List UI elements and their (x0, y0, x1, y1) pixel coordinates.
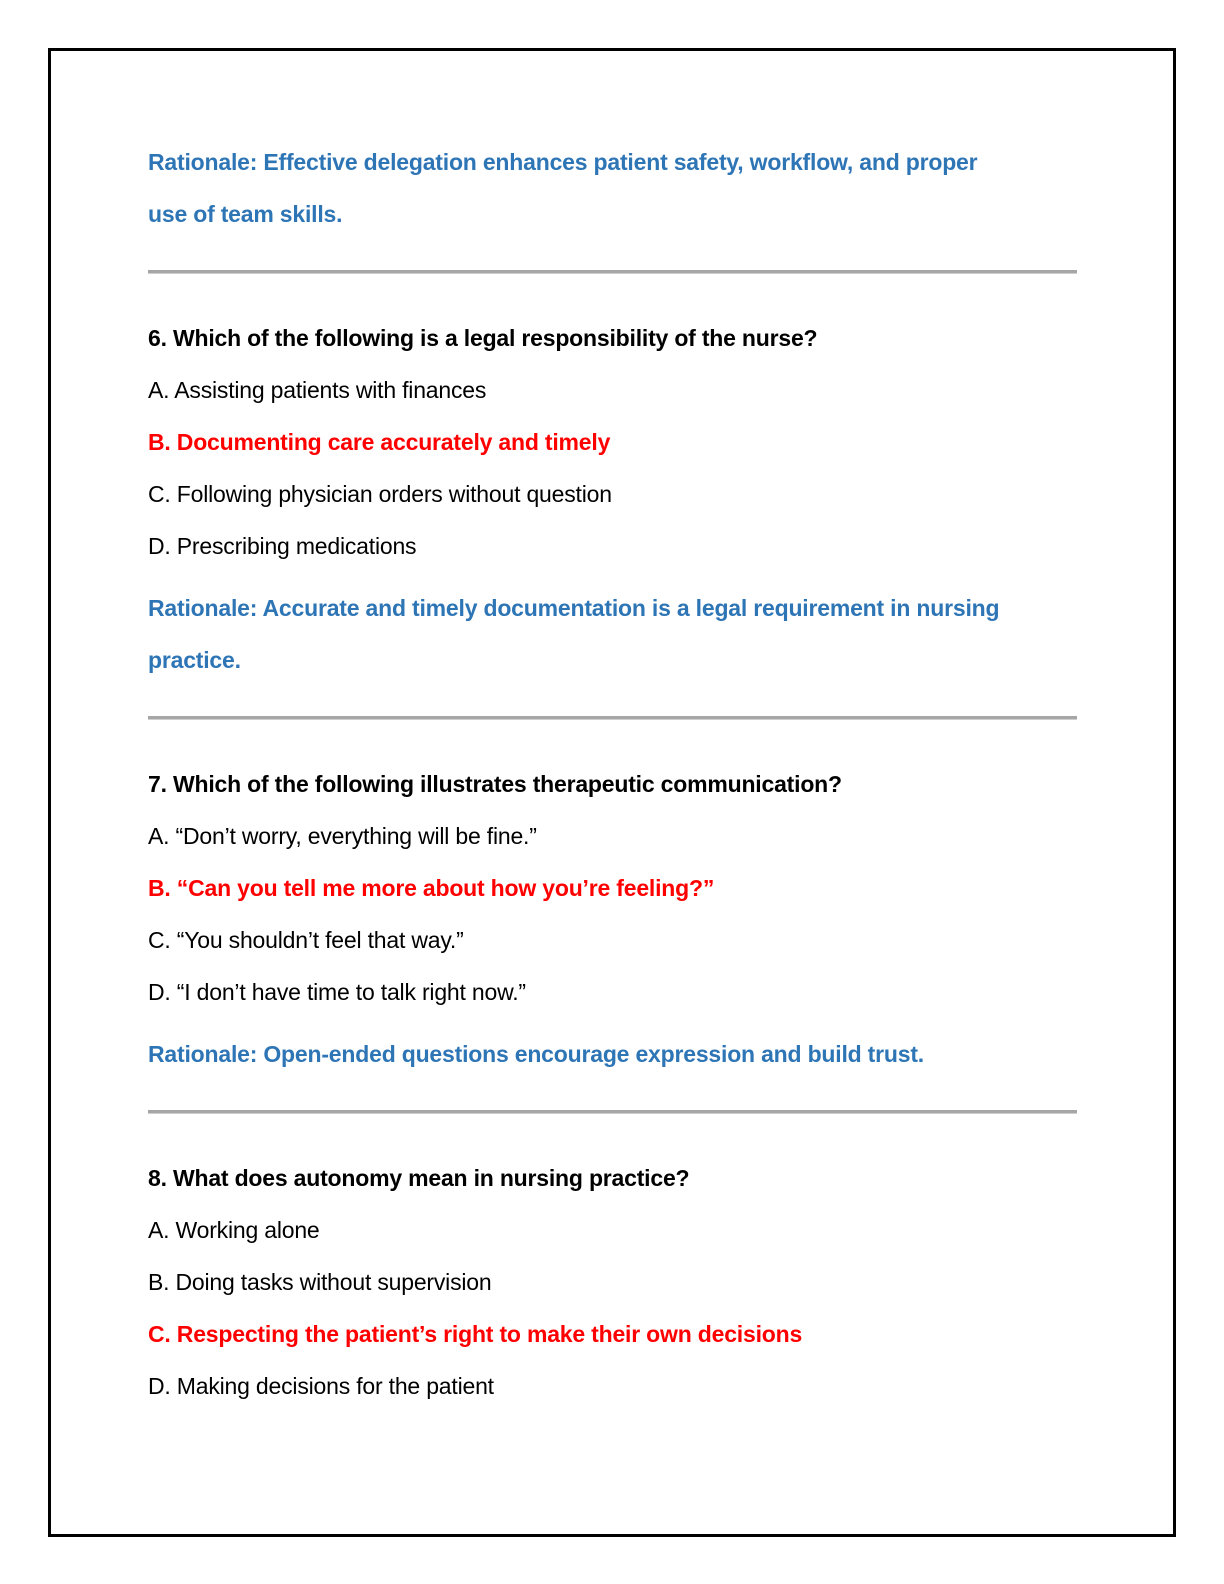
question-title: 7. Which of the following illustrates therapeutic communication? (148, 771, 842, 797)
answer-option-c: C. Following physician orders without question (148, 481, 612, 507)
answer-option-b-correct: B. Documenting care accurately and timely (148, 429, 611, 455)
section-divider (148, 1110, 1077, 1114)
question-7 (148, 758, 1077, 1080)
section-divider (148, 270, 1077, 274)
answer-option-c-correct: C. Respecting the patient’s right to make their own decisions (148, 1321, 803, 1347)
rationale-paragraph (148, 136, 1077, 240)
rationale-line: practice. (148, 647, 241, 673)
rationale-paragraph (148, 1028, 1077, 1080)
answer-option-b-correct: B. “Can you tell me more about how you’re feeling?” (148, 875, 715, 901)
document-page (48, 48, 1176, 1537)
answer-option-d: D. Prescribing medications (148, 533, 417, 559)
answer-option-a: A. Working alone (148, 1217, 320, 1243)
answer-option-d: D. Making decisions for the patient (148, 1373, 494, 1399)
answer-option-c: C. “You shouldn’t feel that way.” (148, 927, 464, 953)
page-content (51, 51, 1173, 1412)
question-6 (148, 312, 1077, 686)
answer-option-a: A. “Don’t worry, everything will be fine.” (148, 823, 537, 849)
rationale-line: Rationale: Accurate and timely documentation is a legal requirement in nursing (148, 595, 1000, 621)
question-8 (148, 1152, 1077, 1412)
section-divider (148, 716, 1077, 720)
rationale-line: Rationale: Open-ended questions encourage expression and build trust. (148, 1041, 924, 1067)
answer-option-b: B. Doing tasks without supervision (148, 1269, 492, 1295)
answer-option-d: D. “I don’t have time to talk right now.” (148, 979, 526, 1005)
answer-option-a: A. Assisting patients with finances (148, 377, 487, 403)
rationale-paragraph (148, 582, 1077, 686)
rationale-line: Rationale: Effective delegation enhances patient safety, workflow, and proper (148, 149, 978, 175)
question-title: 6. Which of the following is a legal responsibility of the nurse? (148, 325, 818, 351)
question-title: 8. What does autonomy mean in nursing practice? (148, 1165, 690, 1191)
rationale-line: use of team skills. (148, 201, 343, 227)
